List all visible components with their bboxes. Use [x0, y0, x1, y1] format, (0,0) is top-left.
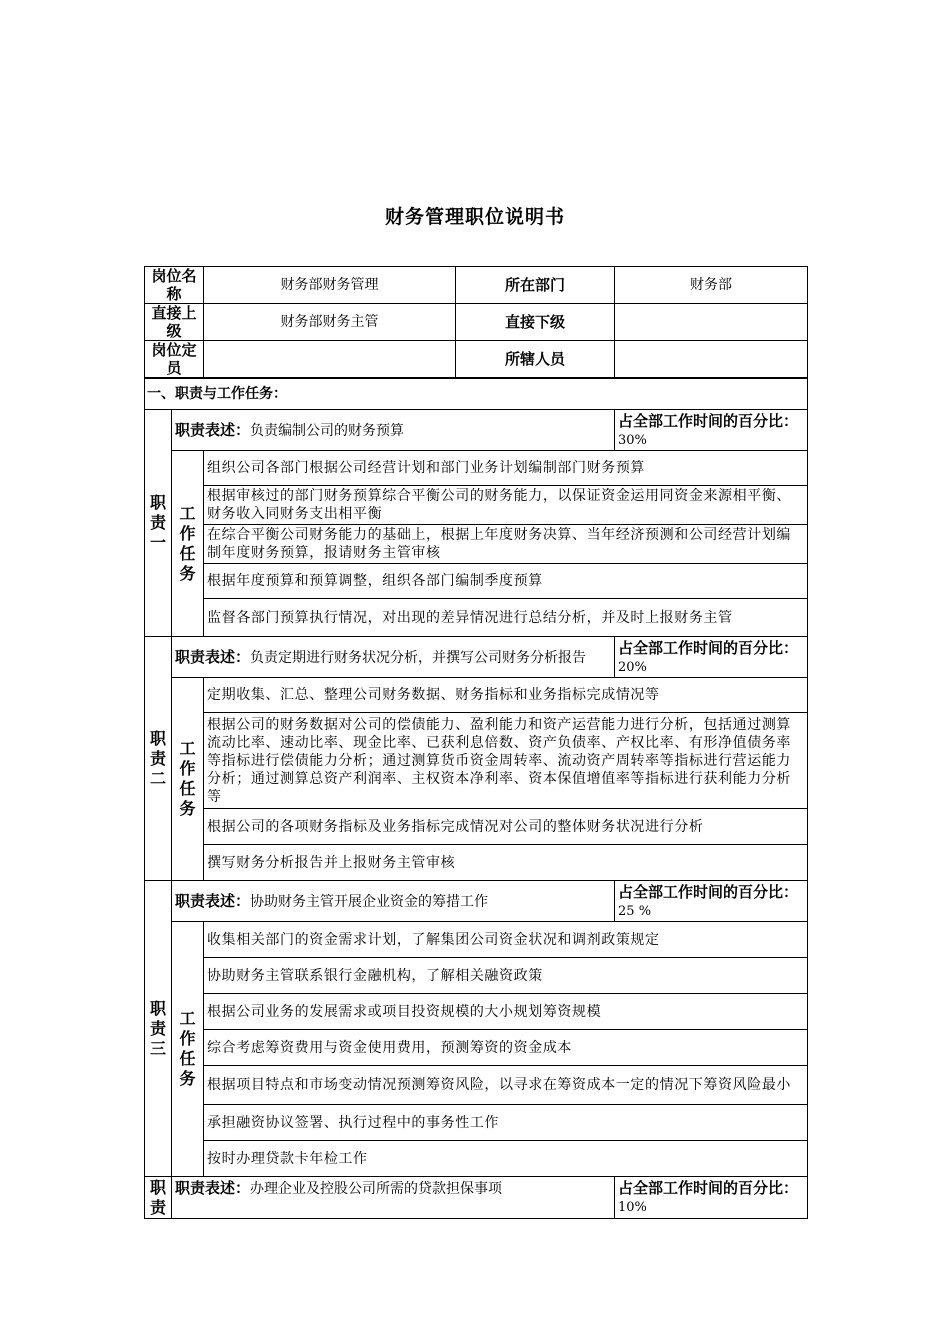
duty-3-task-2: 协助财务主管联系银行金融机构，了解相关融资政策	[204, 958, 808, 994]
department-value: 财务部	[615, 267, 808, 304]
duty-1-task-4: 根据年度预算和预算调整，组织各部门编制季度预算	[204, 564, 808, 599]
duty-2-task-3: 根据公司的各项财务指标及业务指标完成情况对公司的整体财务状况进行分析	[204, 809, 808, 845]
staff-label: 所辖人员	[456, 341, 615, 379]
duty-2-task-4: 撰写财务分析报告并上报财务主管审核	[204, 845, 808, 881]
duty-2-task-1: 定期收集、汇总、整理公司财务数据、财务指标和业务指标完成情况等	[204, 678, 808, 713]
superior-value: 财务部财务主管	[204, 304, 456, 341]
duty-1-description: 职责表述：负责编制公司的财务预算	[172, 410, 615, 451]
duty-1-task-5: 监督各部门预算执行情况，对出现的差异情况进行总结分析，并及时上报财务主管	[204, 599, 808, 637]
duty-1-task-3: 在综合平衡公司财务能力的基础上，根据上年度财务决算、当年经济预测和公司经营计划编制年度财务预算，报请财务主管审核	[204, 525, 808, 564]
duty-4-description: 职责表述：办理企业及控股公司所需的贷款担保事项	[172, 1177, 615, 1219]
subordinate-value	[615, 304, 808, 341]
duty-3-label: 职 责 三	[145, 881, 172, 1177]
duty-2-description: 职责表述：负责定期进行财务状况分析，并撰写公司财务分析报告	[172, 637, 615, 678]
duty-3-percentage: 占全部工作时间的百分比：25 %	[615, 881, 808, 922]
duty-2-task-label: 工 作 任 务	[172, 678, 204, 881]
department-label: 所在部门	[456, 267, 615, 304]
job-description-table	[144, 266, 808, 1219]
headcount-label: 岗位定员	[145, 341, 204, 379]
position-name-label: 岗位名称	[145, 267, 204, 304]
duty-3-description: 职责表述：协助财务主管开展企业资金的筹措工作	[172, 881, 615, 922]
position-name-value: 财务部财务管理	[204, 267, 456, 304]
page-title: 财务管理职位说明书	[384, 206, 565, 228]
duty-3-task-7: 按时办理贷款卡年检工作	[204, 1141, 808, 1177]
duty-3-task-5: 根据项目特点和市场变动情况预测筹资风险，以寻求在筹资成本一定的情况下筹资风险最小	[204, 1066, 808, 1105]
duty-1-task-label: 工 作 任 务	[172, 451, 204, 637]
duty-2-label: 职 责 二	[145, 637, 172, 881]
headcount-value	[204, 341, 456, 379]
duty-4-percentage: 占全部工作时间的百分比：10%	[615, 1177, 808, 1219]
duty-3-task-4: 综合考虑筹资费用与资金使用费用，预测筹资的资金成本	[204, 1030, 808, 1066]
duty-3-task-1: 收集相关部门的资金需求计划，了解集团公司资金状况和调剂政策规定	[204, 922, 808, 958]
staff-value	[615, 341, 808, 379]
duty-3-task-label: 工 作 任 务	[172, 922, 204, 1177]
duty-1-percentage: 占全部工作时间的百分比：30%	[615, 410, 808, 451]
duty-2-percentage: 占全部工作时间的百分比：20%	[615, 637, 808, 678]
duty-1-task-2: 根据审核过的部门财务预算综合平衡公司的财务能力，以保证资金运用同资金来源相平衡、财务收入同财务支出相平衡	[204, 486, 808, 525]
section-title: 一、职责与工作任务：	[145, 378, 808, 410]
duty-3-task-3: 根据公司业务的发展需求或项目投资规模的大小规划筹资规模	[204, 994, 808, 1030]
duty-1-label: 职 责 一	[145, 410, 172, 637]
subordinate-label: 直接下级	[456, 304, 615, 341]
duty-4-label: 职 责	[145, 1177, 172, 1219]
duty-1-task-1: 组织公司各部门根据公司经营计划和部门业务计划编制部门财务预算	[204, 451, 808, 486]
duty-2-task-2: 根据公司的财务数据对公司的偿债能力、盈利能力和资产运营能力进行分析，包括通过测算流动比率、速动比率、现金比率、已获利息倍数、资产负债率、产权比率、有形净值债务率等指标进行偿债能力分析；通过测算货币资金周转率、流动资产周转率等指标进行营运能力分析；通过测算总资产利润率、主权资本净利率、资本保值增值率等指标进行获利能力分析等	[204, 713, 808, 809]
superior-label: 直接上级	[145, 304, 204, 341]
duty-3-task-6: 承担融资协议签署、执行过程中的事务性工作	[204, 1105, 808, 1141]
